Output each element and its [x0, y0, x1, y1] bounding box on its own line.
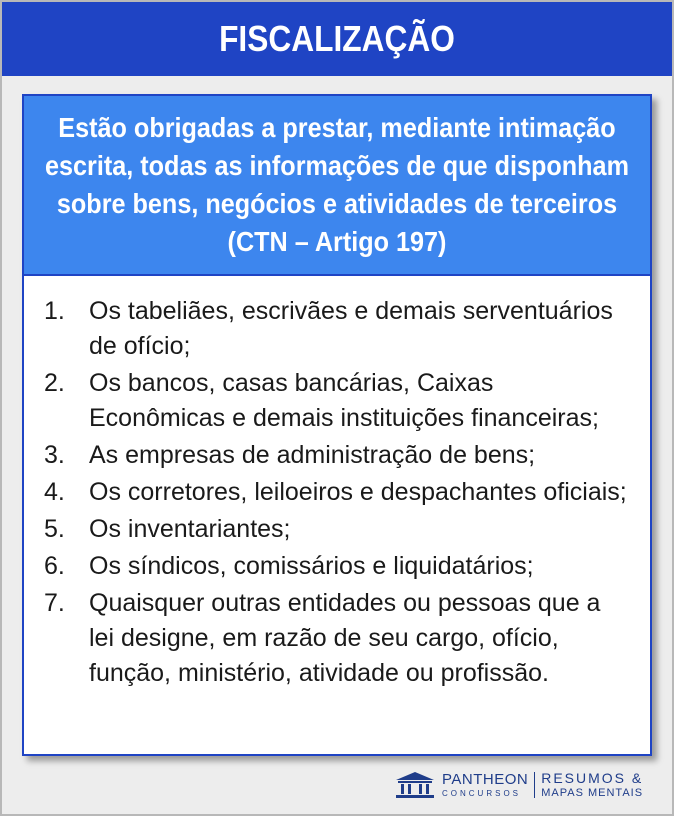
footer-logo: [394, 768, 643, 802]
item-text: Os síndicos, comissários e liquidatários;: [89, 552, 534, 580]
tagline: [541, 771, 643, 799]
item-text: Os corretores, leiloeiros e despachantes oficiais;: [89, 478, 627, 506]
item-number: 6.: [44, 552, 65, 580]
list-item: [44, 549, 630, 584]
item-number: 3.: [44, 441, 65, 469]
item-number: 2.: [44, 369, 65, 397]
list-item: [44, 512, 630, 547]
item-number: 5.: [44, 515, 65, 543]
tagline-line-2: MAPAS MENTAIS: [541, 787, 644, 799]
item-text: Quaisquer outras entidades ou pessoas que a lei designe, em razão de seu cargo, ofício, função, ministério, atividade ou profissão.: [89, 589, 601, 687]
item-text: Os tabeliães, escrivães e demais serventuários de ofício;: [89, 297, 613, 360]
brand-sub: CONCURSOS: [442, 789, 522, 798]
item-text: As empresas de administração de bens;: [89, 441, 536, 469]
temple-icon: [394, 771, 436, 799]
list-item: [44, 586, 630, 691]
item-number: 4.: [44, 478, 65, 506]
list-item: [44, 475, 630, 510]
brand-name: PANTHEON: [442, 771, 529, 788]
page-title: FISCALIZAÇÃO: [219, 18, 455, 59]
card-header: [24, 96, 650, 276]
list-item: [44, 294, 630, 364]
obligations-list: [24, 276, 650, 691]
item-text: Os inventariantes;: [89, 515, 291, 543]
brand: [442, 772, 528, 798]
tagline-line-1: RESUMOS &: [541, 770, 644, 786]
header-text: Estão obrigadas a prestar, mediante intimação escrita, todas as informações de que disponham sobre bens, negócios e atividades de terceiros (CTN – Artigo 197): [45, 112, 629, 257]
item-text: Os bancos, casas bancárias, Caixas Econômicas e demais instituições financeiras;: [89, 369, 599, 432]
title-bar: [2, 2, 672, 76]
content-card: [22, 94, 652, 756]
list-item: [44, 366, 630, 436]
item-number: 1.: [44, 297, 65, 325]
divider: [534, 772, 535, 798]
list-item: [44, 438, 630, 473]
item-number: 7.: [44, 589, 65, 617]
